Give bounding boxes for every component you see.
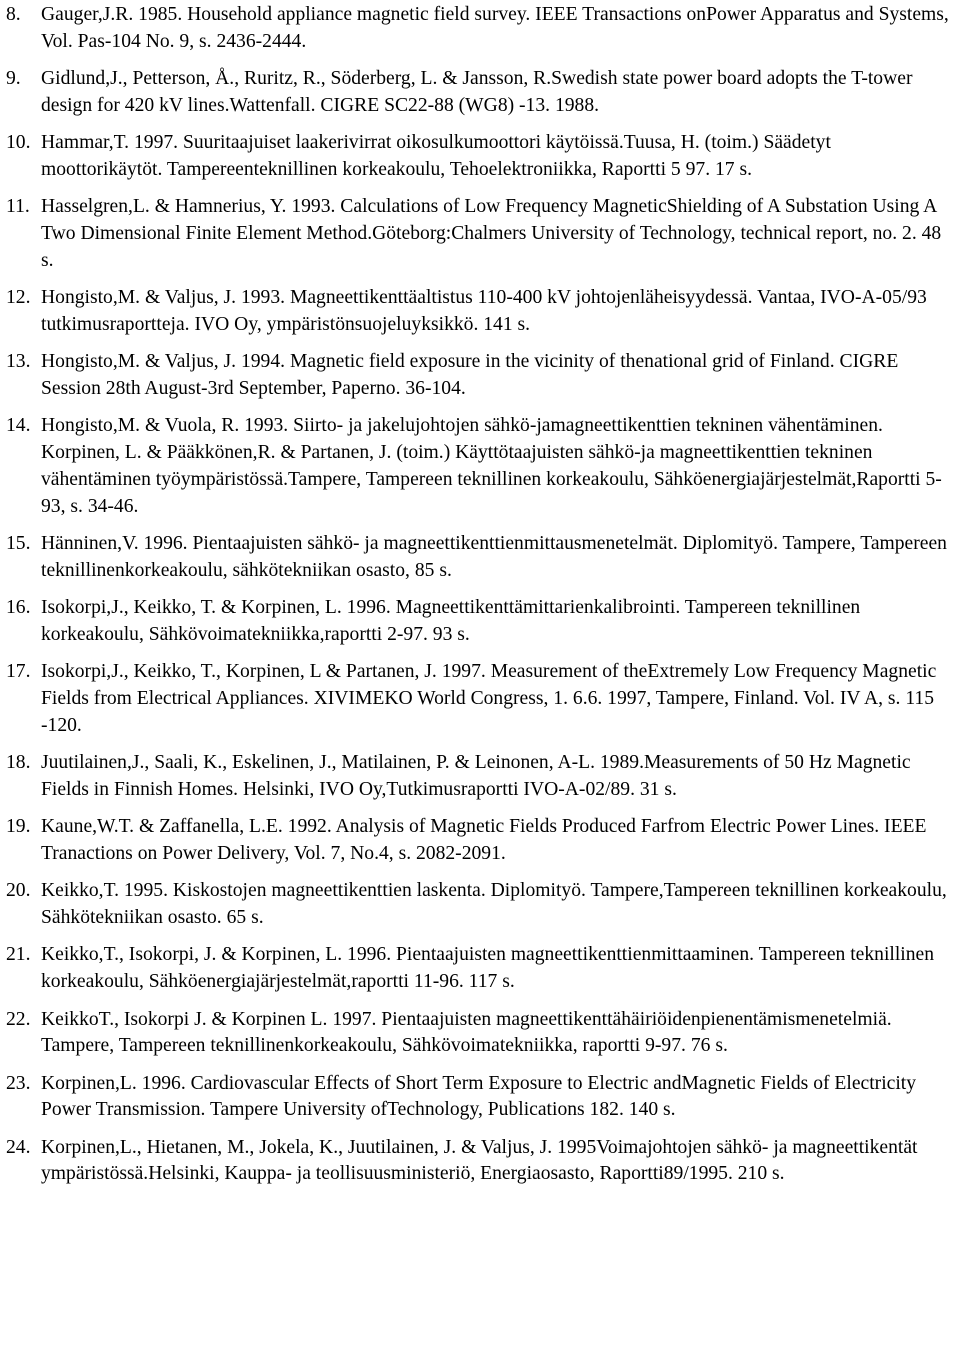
reference-text: Hongisto,M. & Valjus, J. 1994. Magnetic field exposure in the vicinity of thenational grid of Finland. CIGRE Session 28th August-3rd September, Paperno. 36-104. (41, 351, 899, 400)
reference-text: Hongisto,M. & Vuola, R. 1993. Siirto- ja jakelujohtojen sähkö-jamagneettikenttien tekninen vähentäminen. Korpinen, L. & Pääkkönen,R. & Partanen, J. (toim.) Käyttötaajuisten sähkö-ja magneettikenttien tekninen vähentäminen työympäristössä.Tampere, Tampereen teknillinen korkeakoulu, Sähköenergiajärjestelmät,Raportti 5-93, s. 34-46. (41, 415, 942, 517)
reference-number: 11. (6, 196, 30, 218)
reference-text: KeikkoT., Isokorpi J. & Korpinen L. 1997. Pientaajuisten magneettikenttähäiriöidenpienentämismenetelmiä. Tampere, Tampereen teknillinenkorkeakoulu, Sähkövoimatekniikka, raportti 9-97. 76 s. (41, 1008, 892, 1057)
reference-number: 23. (6, 1072, 31, 1094)
reference-text: Korpinen,L., Hietanen, M., Jokela, K., Juutilainen, J. & Valjus, J. 1995Voimajohtojen sähkö- ja magneettikentät ympäristössä.Helsinki, Kauppa- ja teollisuusministeriö, Energiaosasto, Raportti89/1995. 210 s. (41, 1136, 918, 1185)
reference-item (6, 1071, 956, 1125)
reference-item (6, 130, 956, 184)
reference-number: 17. (6, 661, 31, 683)
reference-text: Juutilainen,J., Saali, K., Eskelinen, J., Matilainen, P. & Leinonen, A-L. 1989.Measurements of 50 Hz Magnetic Fields in Finnish Homes. Helsinki, IVO Oy,Tutkimusraportti IVO-A-02/89. 31 s. (41, 752, 911, 800)
reference-number: 19. (6, 816, 31, 838)
reference-item (6, 814, 956, 868)
reference-number: 20. (6, 880, 31, 902)
reference-number: 14. (6, 415, 31, 437)
reference-item (6, 413, 956, 520)
reference-text: Korpinen,L. 1996. Cardiovascular Effects of Short Term Exposure to Electric andMagnetic Fields of Electricity Power Transmission. Tampere University ofTechnology, Publications 182. 140 s. (41, 1072, 917, 1121)
reference-number: 9. (6, 68, 21, 90)
reference-item (6, 750, 956, 804)
reference-item (6, 659, 956, 739)
reference-text: Hasselgren,L. & Hamnerius, Y. 1993. Calculations of Low Frequency MagneticShielding of A Substation Using A Two Dimensional Finite Element Method.Göteborg:Chalmers University of Technology, technical report, no. 2. 48 s. (41, 196, 942, 271)
reference-number: 10. (6, 132, 31, 154)
reference-text: Gauger,J.R. 1985. Household appliance magnetic field survey. IEEE Transactions onPower Apparatus and Systems, Vol. Pas-104 No. 9, s. 2436-2444. (41, 4, 949, 52)
reference-number: 18. (6, 752, 31, 774)
reference-item (6, 942, 956, 996)
reference-text: Hongisto,M. & Valjus, J. 1993. Magneettikenttäaltistus 110-400 kV johtojenläheisyydessä. Vantaa, IVO-A-05/93 tutkimusraportteja. IVO Oy, ympäristönsuojeluyksikkö. 141 s. (41, 287, 927, 335)
reference-item (6, 1135, 956, 1189)
reference-text: Kaune,W.T. & Zaffanella, L.E. 1992. Analysis of Magnetic Fields Produced Farfrom Electric Power Lines. IEEE Tranactions on Power Delivery, Vol. 7, No.4, s. 2082-2091. (41, 816, 927, 865)
reference-text: Keikko,T., Isokorpi, J. & Korpinen, L. 1996. Pientaajuisten magneettikenttienmittaaminen. Tampereen teknillinen korkeakoulu, Sähköenergiajärjestelmät,raportti 11-96. 117 s. (41, 944, 935, 993)
reference-list (6, 2, 956, 1199)
reference-item (6, 531, 956, 585)
reference-number: 8. (6, 4, 21, 25)
reference-number: 13. (6, 351, 31, 373)
reference-text: Hammar,T. 1997. Suuritaajuiset laakerivirrat oikosulkumoottori käytöissä.Tuusa, H. (toim.) Säädetyt moottorikäytöt. Tampereenteknillinen korkeakoulu, Tehoelektroniikka, Raportti 5 97. 17 s. (41, 132, 831, 180)
reference-text: Isokorpi,J., Keikko, T., Korpinen, L & Partanen, J. 1997. Measurement of theExtremely Low Frequency Magnetic Fields from Electrical Appliances. XIVIMEKO World Congress, 1. 6.6. 1997, Tampere, Finland. Vol. IV A, s. 115 -120. (41, 661, 937, 736)
reference-number: 15. (6, 533, 31, 555)
reference-text: Gidlund,J., Petterson, Å., Ruritz, R., Söderberg, L. & Jansson, R.Swedish state power board adopts the T-tower design for 420 kV lines.Wattenfall. CIGRE SC22-88 (WG8) -13. 1988. (41, 68, 913, 116)
reference-item (6, 349, 956, 403)
reference-item (6, 2, 956, 56)
reference-number: 24. (6, 1136, 31, 1158)
reference-item (6, 595, 956, 649)
reference-text: Hänninen,V. 1996. Pientaajuisten sähkö- ja magneettikenttienmittausmenetelmät. Diplomityö. Tampere, Tampereen teknillinenkorkeakoulu, sähkötekniikan osasto, 85 s. (41, 533, 947, 581)
reference-item (6, 194, 956, 274)
reference-item (6, 1007, 956, 1061)
reference-number: 21. (6, 944, 31, 966)
reference-number: 22. (6, 1008, 31, 1030)
reference-text: Keikko,T. 1995. Kiskostojen magneettikenttien laskenta. Diplomityö. Tampere,Tampereen teknillinen korkeakoulu, Sähkötekniikan osasto. 65 s. (41, 880, 947, 929)
reference-text: Isokorpi,J., Keikko, T. & Korpinen, L. 1996. Magneettikenttämittarienkalibrointi. Tampereen teknillinen korkeakoulu, Sähkövoimatekniikka,raportti 2-97. 93 s. (41, 597, 861, 645)
reference-item (6, 878, 956, 932)
reference-number: 12. (6, 287, 31, 309)
reference-number: 16. (6, 597, 31, 619)
reference-item (6, 285, 956, 339)
reference-item (6, 66, 956, 120)
